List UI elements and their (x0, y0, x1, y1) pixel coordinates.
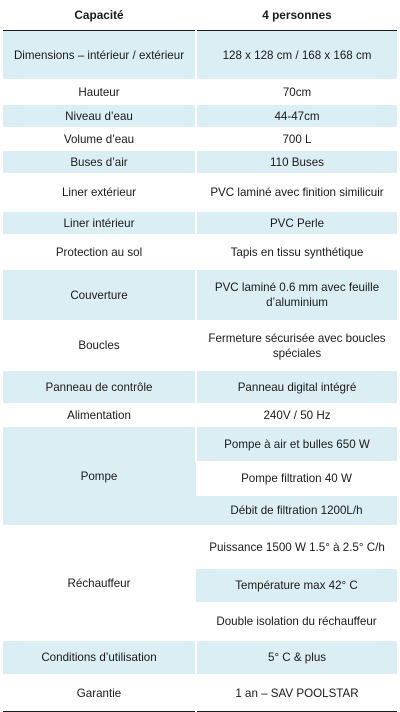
row-label: Volume d’eau (3, 128, 196, 151)
row-value: PVC laminé 0.6 mm avec feuille d’aluminium (196, 270, 397, 321)
table-row (3, 404, 397, 427)
header-row (3, 0, 397, 31)
row-value: Fermeture sécurisée avec boucles spéciales (196, 321, 397, 371)
row-label: Couverture (3, 270, 196, 321)
row-label: Alimentation (3, 404, 196, 427)
row-value: Puissance 1500 W 1.5° à 2.5° C/h (196, 526, 397, 569)
row-value: 70cm (196, 80, 397, 105)
row-value: PVC laminé avec finition similicuir (196, 174, 397, 212)
row-label: Conditions d’utilisation (3, 641, 196, 675)
row-label: Protection au sol (3, 235, 196, 270)
header-value: 4 personnes (196, 0, 397, 31)
row-label: Hauteur (3, 80, 196, 105)
header-label: Capacité (3, 0, 196, 31)
table-row (3, 270, 397, 321)
table-row (3, 31, 397, 80)
table-row (3, 675, 397, 712)
row-value: 5° C & plus (196, 641, 397, 675)
row-label: Réchauffeur (3, 526, 196, 641)
table-row (3, 526, 397, 569)
spec-table (3, 0, 397, 712)
row-value: 128 x 128 cm / 168 x 168 cm (196, 31, 397, 80)
row-value: 110 Buses (196, 151, 397, 174)
table-row (3, 174, 397, 212)
row-value: Tapis en tissu synthétique (196, 235, 397, 270)
table-row (3, 128, 397, 151)
row-label: Liner intérieur (3, 212, 196, 235)
table-row (3, 321, 397, 371)
row-value: 700 L (196, 128, 397, 151)
table-row (3, 235, 397, 270)
table-row (3, 151, 397, 174)
row-label: Niveau d’eau (3, 105, 196, 128)
row-value: Pompe filtration 40 W (196, 462, 397, 496)
row-label: Pompe (3, 427, 196, 526)
table-row (3, 80, 397, 105)
row-label: Dimensions – intérieur / extérieur (3, 31, 196, 80)
row-value: 240V / 50 Hz (196, 404, 397, 427)
row-label: Boucles (3, 321, 196, 371)
table-row (3, 641, 397, 675)
row-value: 1 an – SAV POOLSTAR (196, 675, 397, 712)
row-label: Panneau de contrôle (3, 371, 196, 404)
row-value: Double isolation du réchauffeur (196, 603, 397, 641)
table-row (3, 212, 397, 235)
row-value: 44-47cm (196, 105, 397, 128)
row-label: Buses d’air (3, 151, 196, 174)
table-row (3, 371, 397, 404)
row-value: Température max 42° C (196, 569, 397, 603)
row-label: Garantie (3, 675, 196, 712)
row-value: PVC Perle (196, 212, 397, 235)
table-row (3, 427, 397, 462)
table-row (3, 105, 397, 128)
row-value: Pompe à air et bulles 650 W (196, 427, 397, 462)
row-value: Débit de filtration 1200L/h (196, 496, 397, 526)
row-label: Liner extérieur (3, 174, 196, 212)
row-value: Panneau digital intégré (196, 371, 397, 404)
